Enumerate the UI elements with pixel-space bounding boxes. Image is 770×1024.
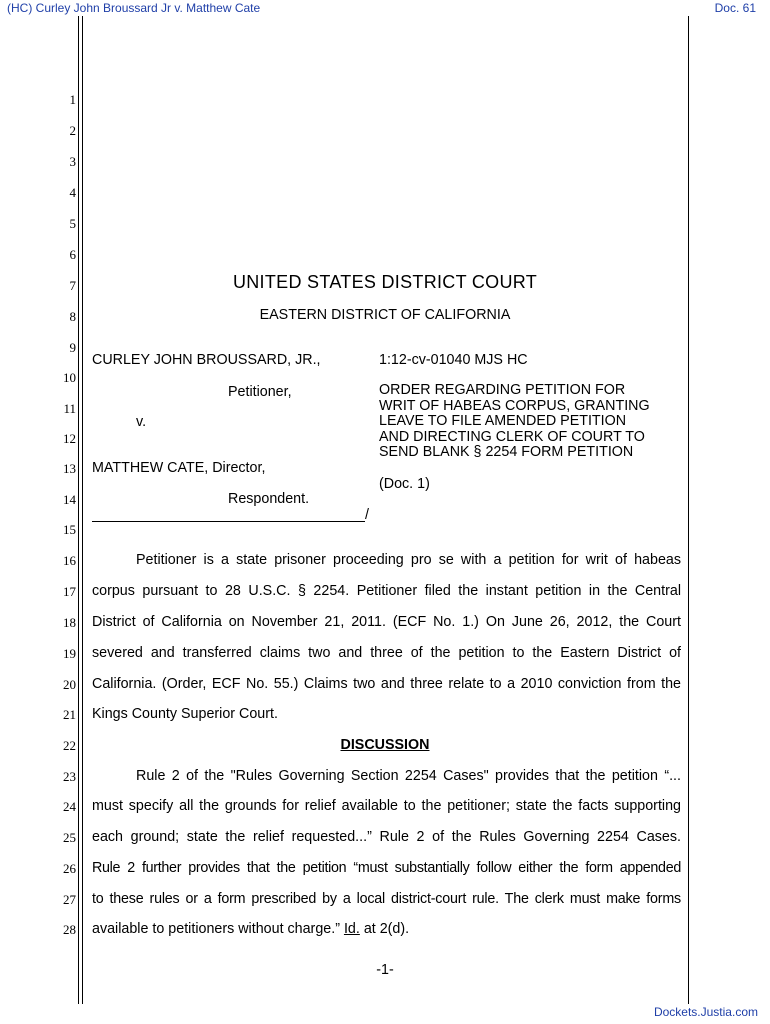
court-name: UNITED STATES DISTRICT COURT (232, 272, 538, 292)
line-number: 11 (63, 401, 76, 416)
case-number: 1:12-cv-01040 MJS HC (379, 352, 528, 368)
caption-rule (92, 521, 365, 522)
body-line: each ground; state the relief requested...” Rule 2 of the Rules Governing 2254 Cases. (92, 829, 681, 845)
body-line: must specify all the grounds for relief available to the petitioner; state the facts supporting (92, 798, 681, 814)
line-number: 4 (69, 185, 76, 200)
doc-number-header[interactable]: Doc. 61 (714, 1, 756, 15)
line-number: 25 (63, 830, 76, 845)
line-number: 18 (63, 615, 76, 630)
line-number: 5 (69, 216, 76, 231)
order-title-line: SEND BLANK § 2254 FORM PETITION (379, 444, 634, 460)
line-number: 6 (69, 247, 76, 262)
order-title-line: ORDER REGARDING PETITION FOR (379, 382, 626, 398)
body-text: available to petitioners without charge.” (92, 921, 344, 937)
justia-footer-link[interactable]: Dockets.Justia.com (653, 1005, 758, 1019)
respondent-role: Respondent. (228, 491, 310, 507)
body-line: Petitioner is a state prisoner proceeding pro se with a petition for writ of habeas (136, 552, 681, 568)
line-number: 8 (69, 309, 76, 324)
line-number: 2 (69, 123, 76, 138)
line-number: 13 (63, 461, 76, 476)
caption-slash: / (365, 507, 369, 523)
line-number: 12 (63, 431, 76, 446)
court-district: EASTERN DISTRICT OF CALIFORNIA (259, 307, 511, 323)
line-number: 15 (63, 522, 76, 537)
line-number: 24 (63, 799, 76, 814)
line-number: 17 (63, 584, 76, 599)
body-line: to these rules or a form prescribed by a local district-court rule. The clerk must make forms (92, 891, 681, 907)
left-margin-rule-inner (82, 16, 83, 1004)
body-line: Kings County Superior Court. (92, 706, 278, 722)
body-line: Rule 2 further provides that the petition “must substantially follow either the form appended (92, 860, 681, 876)
body-line: District of California on November 21, 2011. (ECF No. 1.) On June 26, 2012, the Court (92, 614, 681, 630)
respondent-name: MATTHEW CATE, Director, (92, 460, 266, 476)
line-number: 16 (63, 553, 76, 568)
right-margin-rule (688, 16, 689, 1004)
line-number: 14 (63, 492, 76, 507)
petitioner-role: Petitioner, (228, 384, 292, 400)
line-number: 26 (63, 861, 76, 876)
body-text: at 2(d). (359, 921, 410, 937)
petitioner-name: CURLEY JOHN BROUSSARD, JR., (92, 352, 321, 368)
line-number: 20 (63, 677, 76, 692)
citation-id: Id. (343, 921, 360, 937)
section-heading-discussion: DISCUSSION (340, 737, 430, 753)
line-number: 3 (69, 154, 76, 169)
body-line: California. (Order, ECF No. 55.) Claims two and three relate to a 2010 conviction from the (92, 676, 681, 692)
body-line: Rule 2 of the "Rules Governing Section 2254 Cases" provides that the petition “... (136, 768, 681, 784)
line-number: 28 (63, 922, 76, 937)
line-number: 23 (63, 769, 76, 784)
body-line: corpus pursuant to 28 U.S.C. § 2254. Petitioner filed the instant petition in the Central (92, 583, 681, 599)
order-title (379, 383, 650, 461)
line-number: 27 (63, 892, 76, 907)
body-line: severed and transferred claims two and three of the petition to the Eastern District of (92, 645, 681, 661)
line-number: 7 (69, 278, 76, 293)
line-number: 9 (69, 340, 76, 355)
page-number: -1- (376, 962, 394, 978)
versus-label: v. (136, 414, 147, 430)
order-title-line: WRIT OF HABEAS CORPUS, GRANTING (379, 397, 650, 414)
case-title-header[interactable]: (HC) Curley John Broussard Jr v. Matthew Cate (7, 1, 261, 15)
body-line-last (92, 921, 409, 937)
line-number: 19 (63, 646, 76, 661)
order-title-line: AND DIRECTING CLERK OF COURT TO (379, 428, 645, 445)
line-number: 10 (63, 370, 76, 385)
line-number: 22 (63, 738, 76, 753)
line-number: 1 (69, 92, 76, 107)
line-number: 21 (63, 707, 76, 722)
order-title-line: LEAVE TO FILE AMENDED PETITION (379, 413, 627, 429)
doc-reference: (Doc. 1) (379, 476, 430, 492)
left-margin-rule-outer (78, 16, 79, 1004)
